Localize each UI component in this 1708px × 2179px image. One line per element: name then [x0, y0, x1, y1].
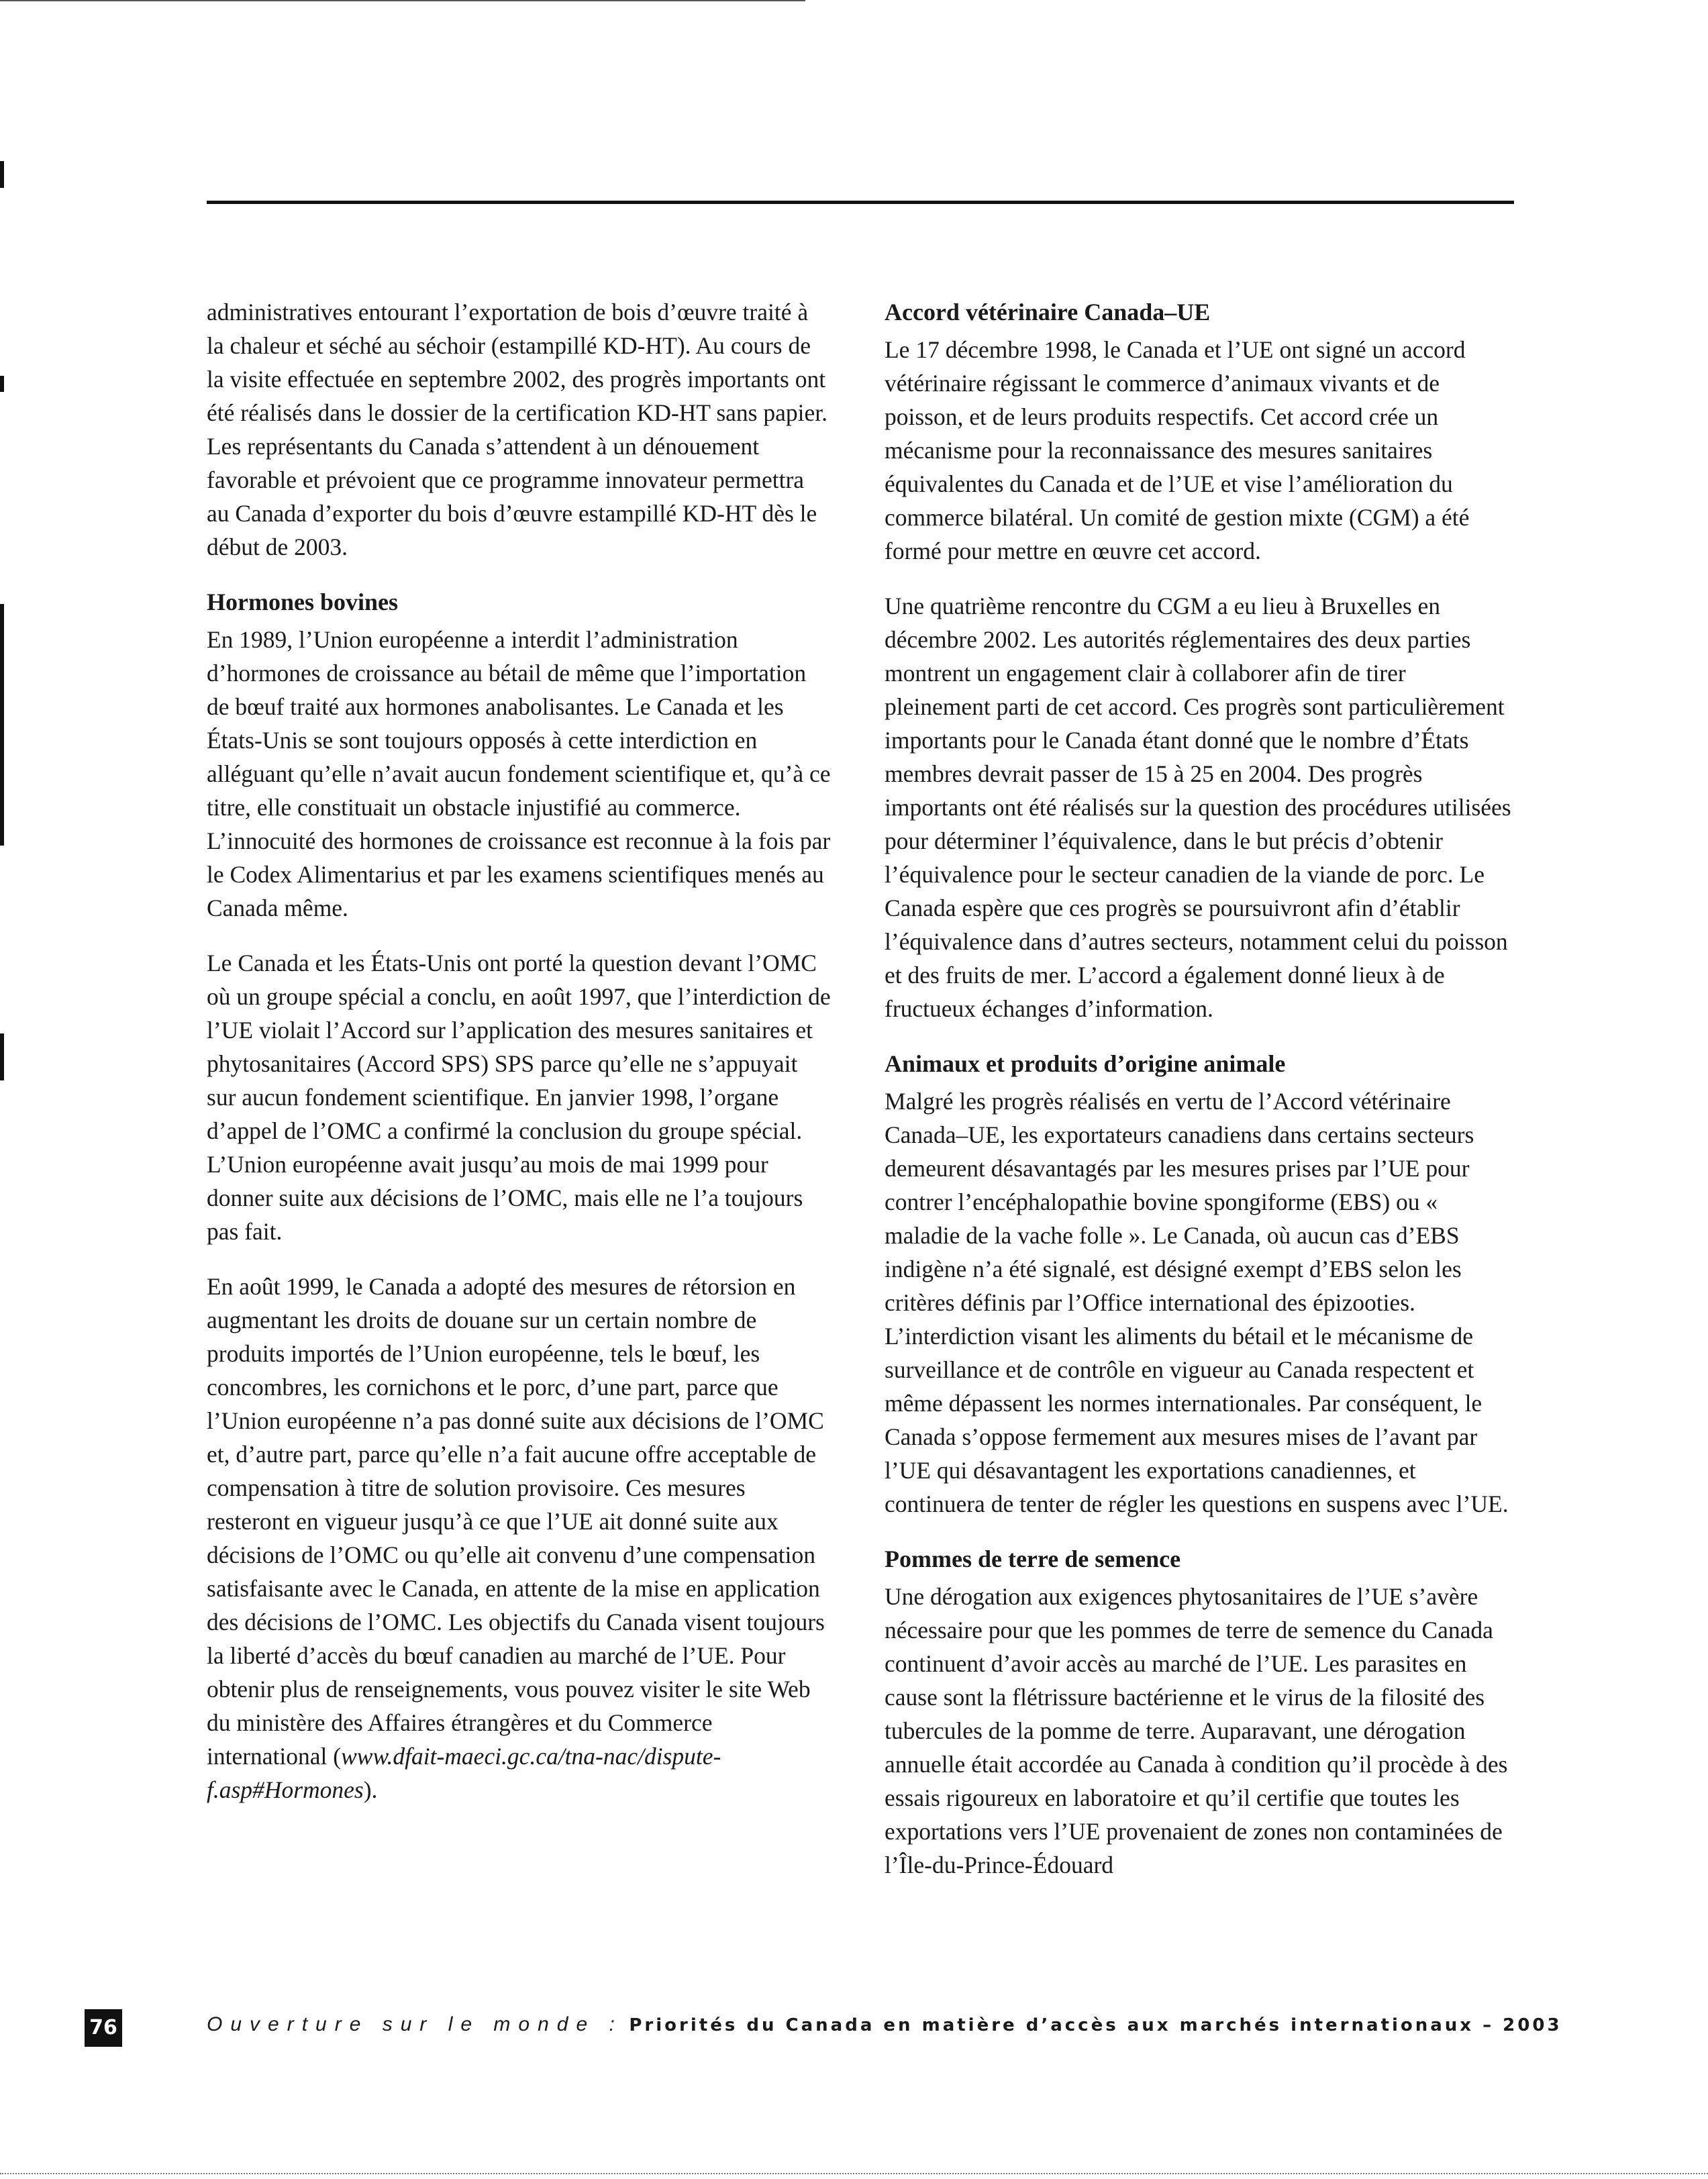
paragraph-retorsion-end: ). — [363, 1776, 378, 1803]
heading-pommes-de-terre: Pommes de terre de semence — [885, 1545, 1181, 1572]
footer-title — [207, 2008, 1562, 2041]
heading-hormones-bovines: Hormones bovines — [207, 589, 399, 615]
right-column — [885, 295, 1515, 1882]
paragraph-pommes: Une dérogation aux exigences phytosanitaires de l’UE s’avère nécessaire pour que les pommes de terre de semence du Canada continuent d’avoir accès au marché de l’UE. Les parasites en cause sont la flétrissure bactérienne et le virus de la filosité des tubercules de la pomme de terre. Auparavant, une dérogation annuelle était accordée au Canada à condition qu’il procède à des essais rigoureux en laboratoire et qu’il certifie que toutes les exportations vers l’UE provenaient de zones non contaminées de l’Île-du-Prince-Édouard — [885, 1583, 1508, 1878]
scan-margin-mark — [0, 376, 4, 392]
hormones-url-link[interactable]: www.dfait-maeci.gc.ca/tna-nac/dispute-f.asp#Hormones — [207, 1743, 721, 1803]
scan-bottom-edge — [0, 2173, 1708, 2176]
page-number: 76 — [85, 2009, 122, 2047]
left-column — [207, 295, 831, 1828]
paragraph-cgm: Une quatrième rencontre du CGM a eu lieu à Bruxelles en décembre 2002. Les autorités réglementaires des deux parties montrent un engagement clair à collaborer afin de tirer pleinement parti de cet accord. Ces progrès sont particulièrement importants pour le Canada étant donné que le nombre d’États membres devrait passer de 15 à 25 en 2004. Des progrès importants ont été réalisés sur la question des procédures utilisées pour déterminer l’équivalence, dans le but précis d’obtenir l’équivalence pour le secteur canadien de la viande de porc. Le Canada espère que ces progrès se poursuivront afin d’établir l’équivalence dans d’autres secteurs, notamment celui du poisson et des fruits de mer. L’accord a également donné lieux à de fructueux échanges d’information. — [885, 593, 1511, 1022]
heading-accord-veterinaire: Accord vétérinaire Canada–UE — [885, 299, 1211, 325]
footer-title-italic: Ouverture sur le monde : — [207, 2013, 623, 2035]
paragraph-retorsion — [207, 1270, 831, 1807]
paragraph-retorsion-text: En août 1999, le Canada a adopté des mesures de rétorsion en augmentant les droits de douane sur un certain nombre de produits importés de l’Union européenne, tels le bœuf, les concombres, les cornichons et le porc, d’une part, parce que l’Union européenne n’a pas donné suite aux décisions de l’OMC et, d’autre part, parce qu’elle n’a fait aucune offre acceptable de compensation à titre de solution provisoire. Ces mesures resteront en vigueur jusqu’à ce que l’UE ait donné suite aux décisions de l’OMC ou qu’elle ait convenu d’une compensation satisfaisante avec le Canada, en attente de la mise en application des décisions de l’OMC. Les objectifs du Canada visent toujours la liberté d’accès du bœuf canadien au marché de l’UE. Pour obtenir plus de renseignements, vous pouvez visiter le site Web du ministère des Affaires étrangères et du Commerce international ( — [207, 1273, 825, 1770]
footer-title-rest: Priorités du Canada en matière d’accès aux marchés internationaux – 2003 — [629, 2015, 1562, 2035]
heading-animaux: Animaux et produits d’origine animale — [885, 1050, 1286, 1077]
paragraph-ebs: Malgré les progrès réalisés en vertu de l’Accord vétérinaire Canada–UE, les exportateurs canadiens dans certains secteurs demeurent désavantagés par les mesures prises par l’UE pour contrer l’encéphalopathie bovine spongiforme (EBS) ou « maladie de la vache folle ». Le Canada, où aucun cas d’EBS indigène n’a été signalé, est désigné exempt d’EBS selon les critères définis par l’Office international des épizooties. L’interdiction visant les aliments du bétail et le mécanisme de surveillance et de contrôle en vigueur au Canada respectent et même dépassent les normes internationales. Par conséquent, le Canada s’oppose fermement aux mesures mises de l’avant par l’UE qui désavantagent les exportations canadiennes, et continuera de tenter de régler les questions en suspens avec l’UE. — [885, 1088, 1509, 1517]
paragraph-omc: Le Canada et les États-Unis ont porté la question devant l’OMC où un groupe spécial a conclu, en août 1997, que l’interdiction de l’UE violait l’Accord sur l’application des mesures sanitaires et phytosanitaires (Accord SPS) SPS parce qu’elle ne s’appuyait sur aucun fondement scientifique. En janvier 1998, l’organe d’appel de l’OMC a confirmé la conclusion du groupe spécial. L’Union européenne avait jusqu’au mois de mai 1999 pour donner suite aux décisions de l’OMC, mais elle ne l’a toujours pas fait. — [207, 950, 831, 1245]
scan-margin-mark — [0, 1033, 4, 1080]
paragraph-accord: Le 17 décembre 1998, le Canada et l’UE ont signé un accord vétérinaire régissant le commerce d’animaux vivants et de poisson, et de leurs produits respectifs. Cet accord crée un mécanisme pour la reconnaissance des mesures sanitaires équivalentes du Canada et de l’UE et vise l’amélioration du commerce bilatéral. Un comité de gestion mixte (CGM) a été formé pour mettre en œuvre cet accord. — [885, 336, 1470, 564]
header-rule — [207, 201, 1514, 204]
paragraph-kd-ht: administratives entourant l’exportation de bois d’œuvre traité à la chaleur et séché au séchoir (estampillé KD-HT). Au cours de la visite effectuée en septembre 2002, des progrès importants ont été réalisés dans le dossier de la certification KD-HT sans papier. Les représentants du Canada s’attendent à un dénouement favorable et prévoient que ce programme innovateur permettra au Canada d’exporter du bois d’œuvre estampillé KD-HT dès le début de 2003. — [207, 299, 827, 560]
scan-margin-mark — [0, 604, 4, 846]
paragraph-hormones-intro: En 1989, l’Union européenne a interdit l’administration d’hormones de croissance au bétail de même que l’importation de bœuf traité aux hormones anabolisantes. Le Canada et les États-Unis se sont toujours opposés à cette interdiction en alléguant qu’elle n’avait aucun fondement scientifique et, qu’à ce titre, elle constituait un obstacle injustifié au commerce. L’innocuité des hormones de croissance est reconnue à la fois par le Codex Alimentarius et par les examens scientifiques menés au Canada même. — [207, 626, 831, 921]
scan-margin-mark — [0, 161, 4, 188]
scan-top-edge — [0, 0, 805, 1]
